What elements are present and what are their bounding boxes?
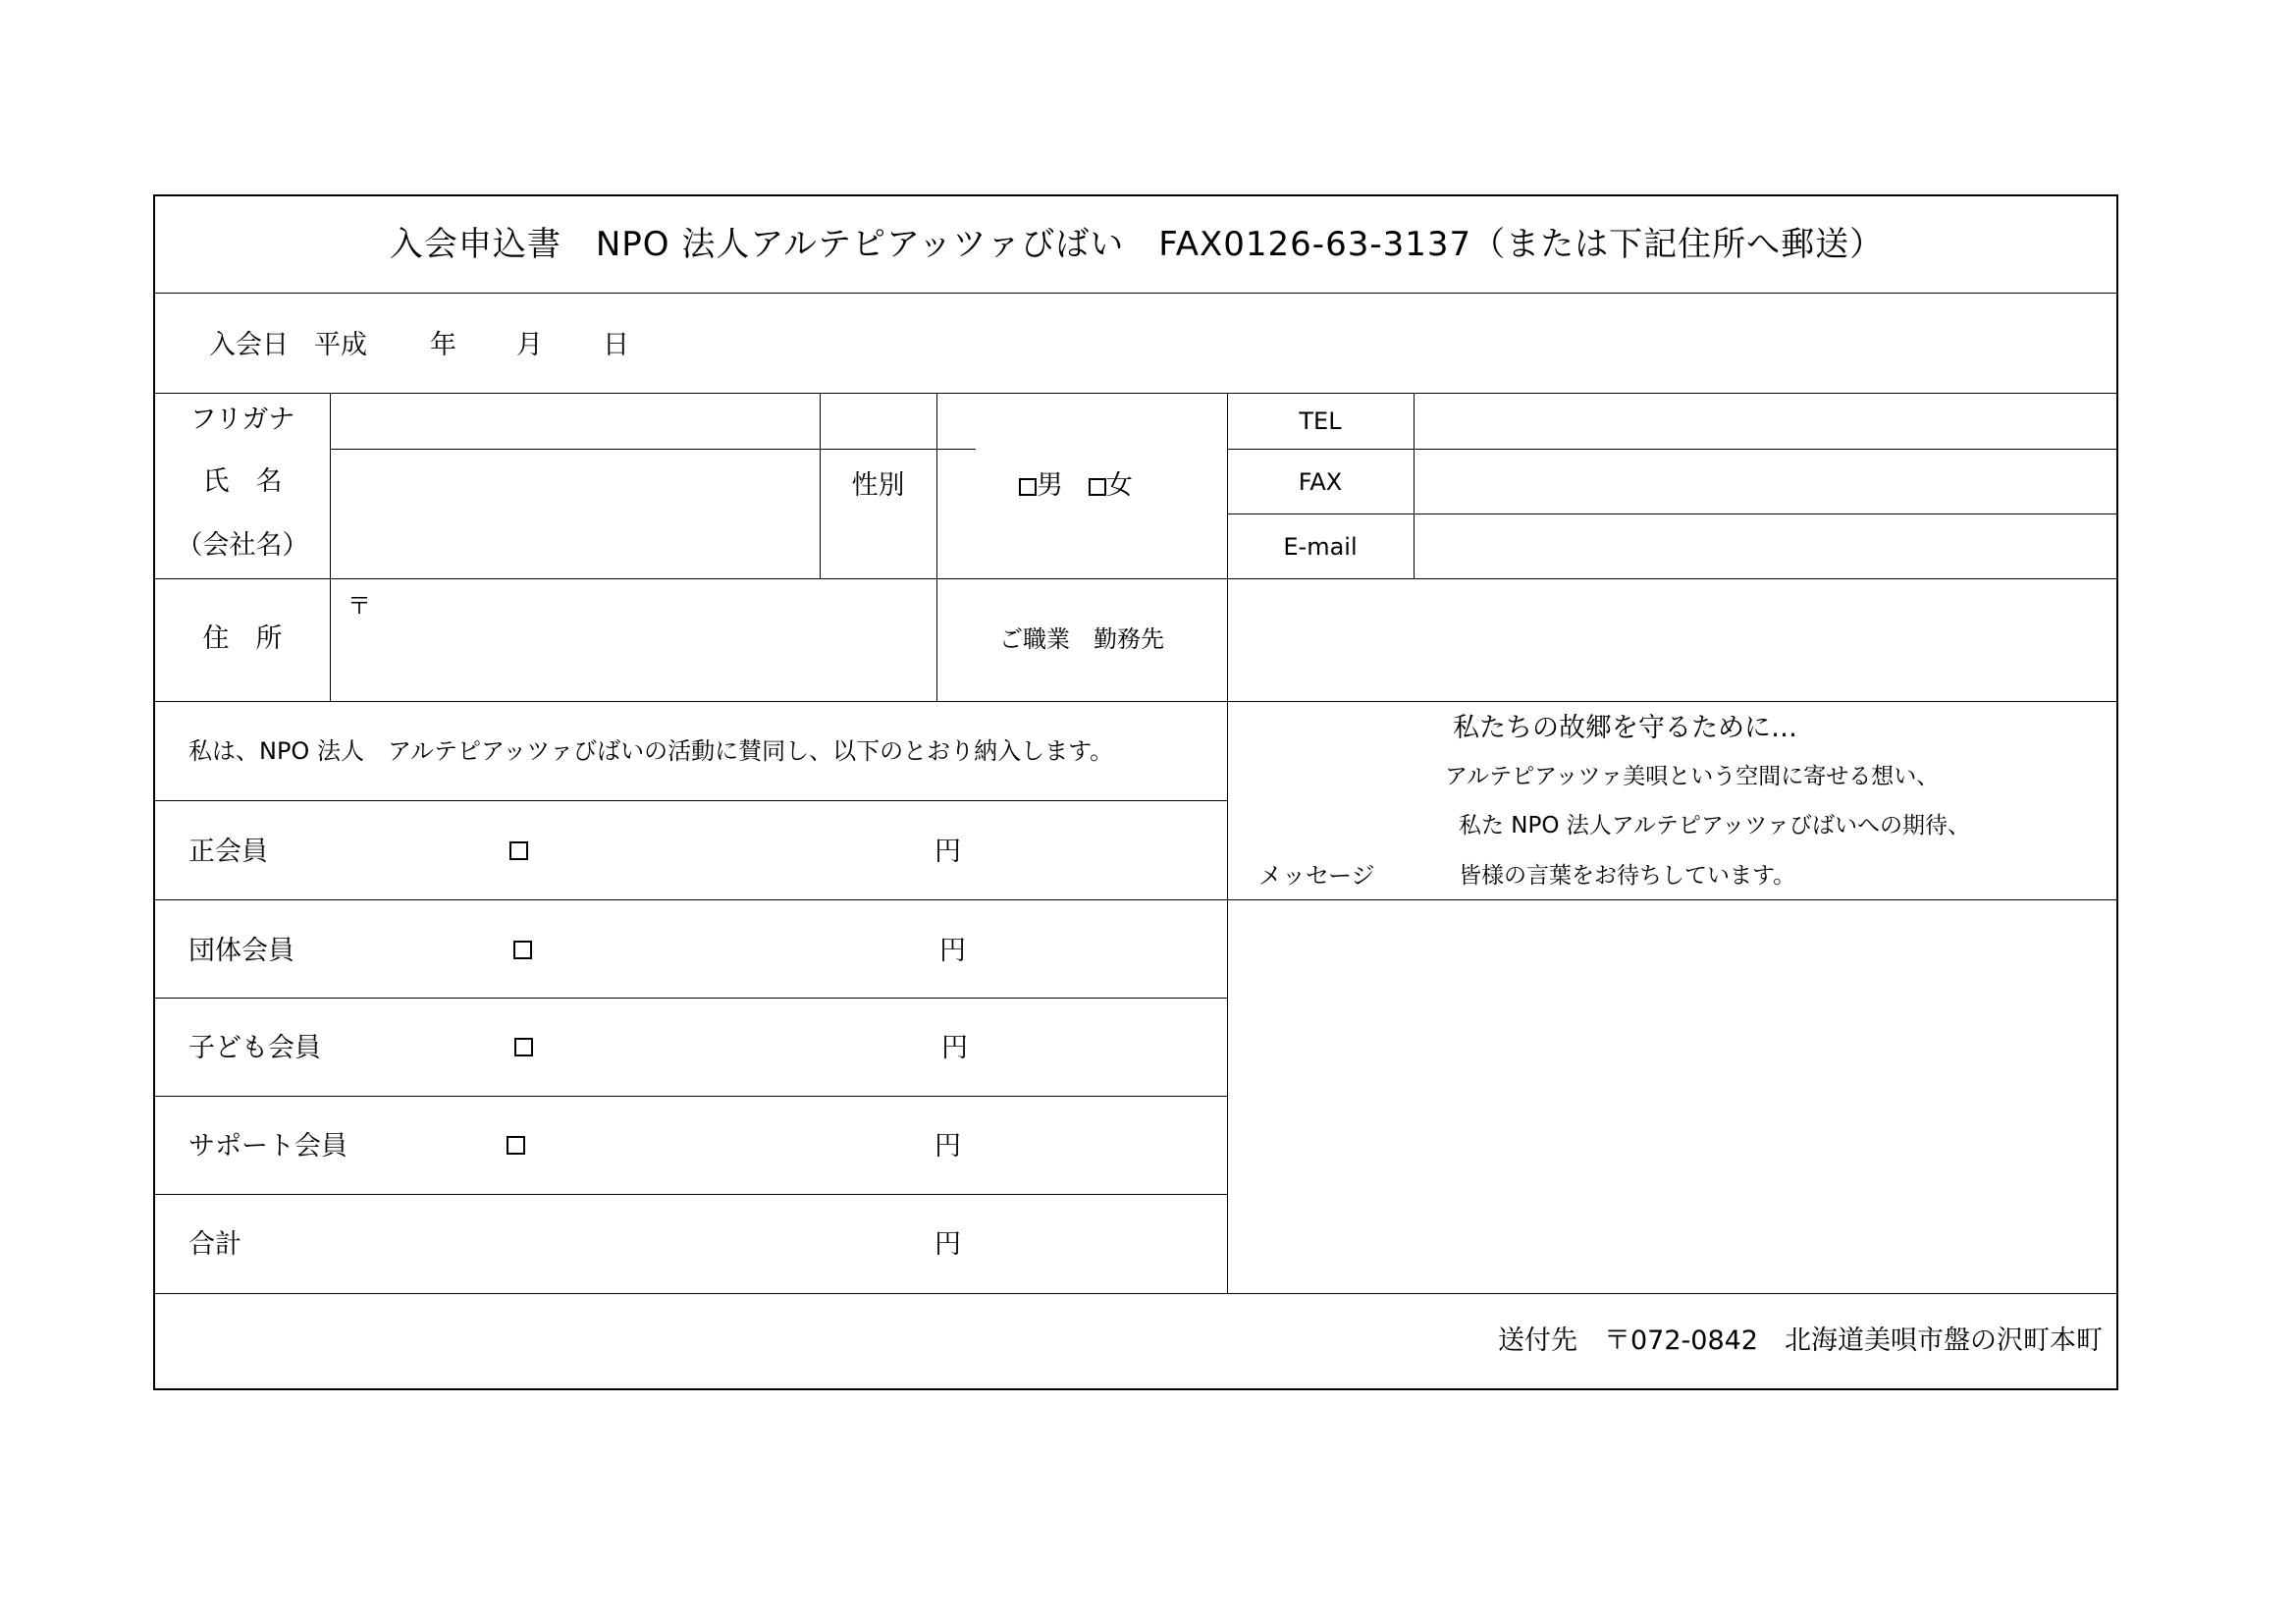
address-field[interactable] [332, 580, 934, 699]
row-divider [155, 393, 2118, 394]
message-line: 皆様の言葉をお待ちしています。 [1459, 863, 1796, 889]
postal-mark: 〒 [347, 592, 371, 620]
gender-options [1019, 472, 1133, 499]
membership-label-regular: 正会員 [188, 837, 268, 867]
pledge-text: 私は、NPO 法人 アルテピアッツァびばいの活動に賛同し、以下のとおり納入します。 [188, 737, 1114, 765]
message-line: アルテピアッツァ美唄という空間に寄せる想い、 [1445, 764, 1940, 789]
join-date-label: 入会日 [209, 330, 289, 360]
fax-label: FAX [1298, 468, 1343, 496]
row-divider [155, 899, 2118, 900]
row-divider [155, 1293, 2118, 1294]
yen-unit: 円 [934, 837, 961, 867]
membership-label-group: 団体会員 [188, 936, 294, 966]
form-title: 入会申込書 NPO 法人アルテピアッツァびばい FAX0126-63-3137（または下記住所へ郵送） [389, 225, 1885, 264]
yen-unit: 円 [934, 1229, 961, 1260]
support-member-checkbox[interactable] [507, 1136, 525, 1155]
message-field[interactable] [1229, 901, 2116, 1291]
occupation-field[interactable] [1229, 580, 2116, 699]
row-divider [155, 998, 1227, 999]
row-divider [155, 293, 2118, 294]
furigana-field[interactable] [332, 395, 818, 448]
row-divider [155, 800, 1227, 801]
female-checkbox[interactable] [1089, 478, 1106, 496]
tel-label: TEL [1299, 407, 1342, 435]
column-divider [1414, 393, 1415, 578]
row-divider [155, 1194, 1227, 1195]
name-label: 氏 名 [202, 466, 283, 497]
join-date-day: 日 [603, 330, 629, 360]
membership-application-form [153, 194, 2118, 1390]
join-date-era: 平成 [314, 330, 367, 360]
membership-label-child: 子ども会員 [188, 1033, 321, 1063]
name-field[interactable] [332, 451, 818, 576]
address-label: 住 所 [202, 623, 283, 654]
message-heading: 私たちの故郷を守るために… [1453, 713, 1797, 743]
row-divider [330, 449, 976, 450]
yen-unit: 円 [934, 1131, 961, 1162]
occupation-label: ご職業 勤務先 [999, 625, 1164, 653]
yen-unit: 円 [941, 1033, 968, 1063]
child-member-checkbox[interactable] [514, 1038, 533, 1056]
membership-label-support: サポート会員 [188, 1131, 347, 1162]
row-divider [155, 701, 2118, 702]
join-date-month: 月 [516, 330, 543, 360]
message-line: 私た NPO 法人アルテピアッツァびばいへの期待、 [1459, 813, 1971, 838]
join-date-year: 年 [430, 330, 456, 360]
column-divider [1227, 393, 1228, 1293]
column-divider [936, 393, 937, 701]
row-divider [155, 1096, 1227, 1097]
furigana-label: フリガナ [189, 405, 295, 435]
email-field[interactable] [1415, 515, 2116, 577]
regular-member-checkbox[interactable] [509, 841, 528, 860]
row-divider [155, 578, 2118, 579]
column-divider [330, 393, 331, 701]
fax-field[interactable] [1415, 451, 2116, 513]
group-member-checkbox[interactable] [513, 941, 532, 959]
company-label: （会社名） [176, 530, 309, 561]
tel-field[interactable] [1415, 395, 2116, 448]
female-label: 女 [1105, 470, 1133, 501]
male-label: 男 [1037, 470, 1063, 501]
email-label: E-mail [1283, 533, 1358, 561]
gender-label: 性別 [851, 470, 905, 501]
row-divider [1227, 449, 2118, 450]
yen-unit: 円 [939, 936, 966, 966]
message-label: メッセージ [1258, 862, 1375, 890]
male-checkbox[interactable] [1019, 478, 1037, 496]
send-to-address: 送付先 〒072-0842 北海道美唄市盤の沢町本町 [1498, 1325, 2103, 1356]
total-label: 合計 [188, 1229, 241, 1260]
